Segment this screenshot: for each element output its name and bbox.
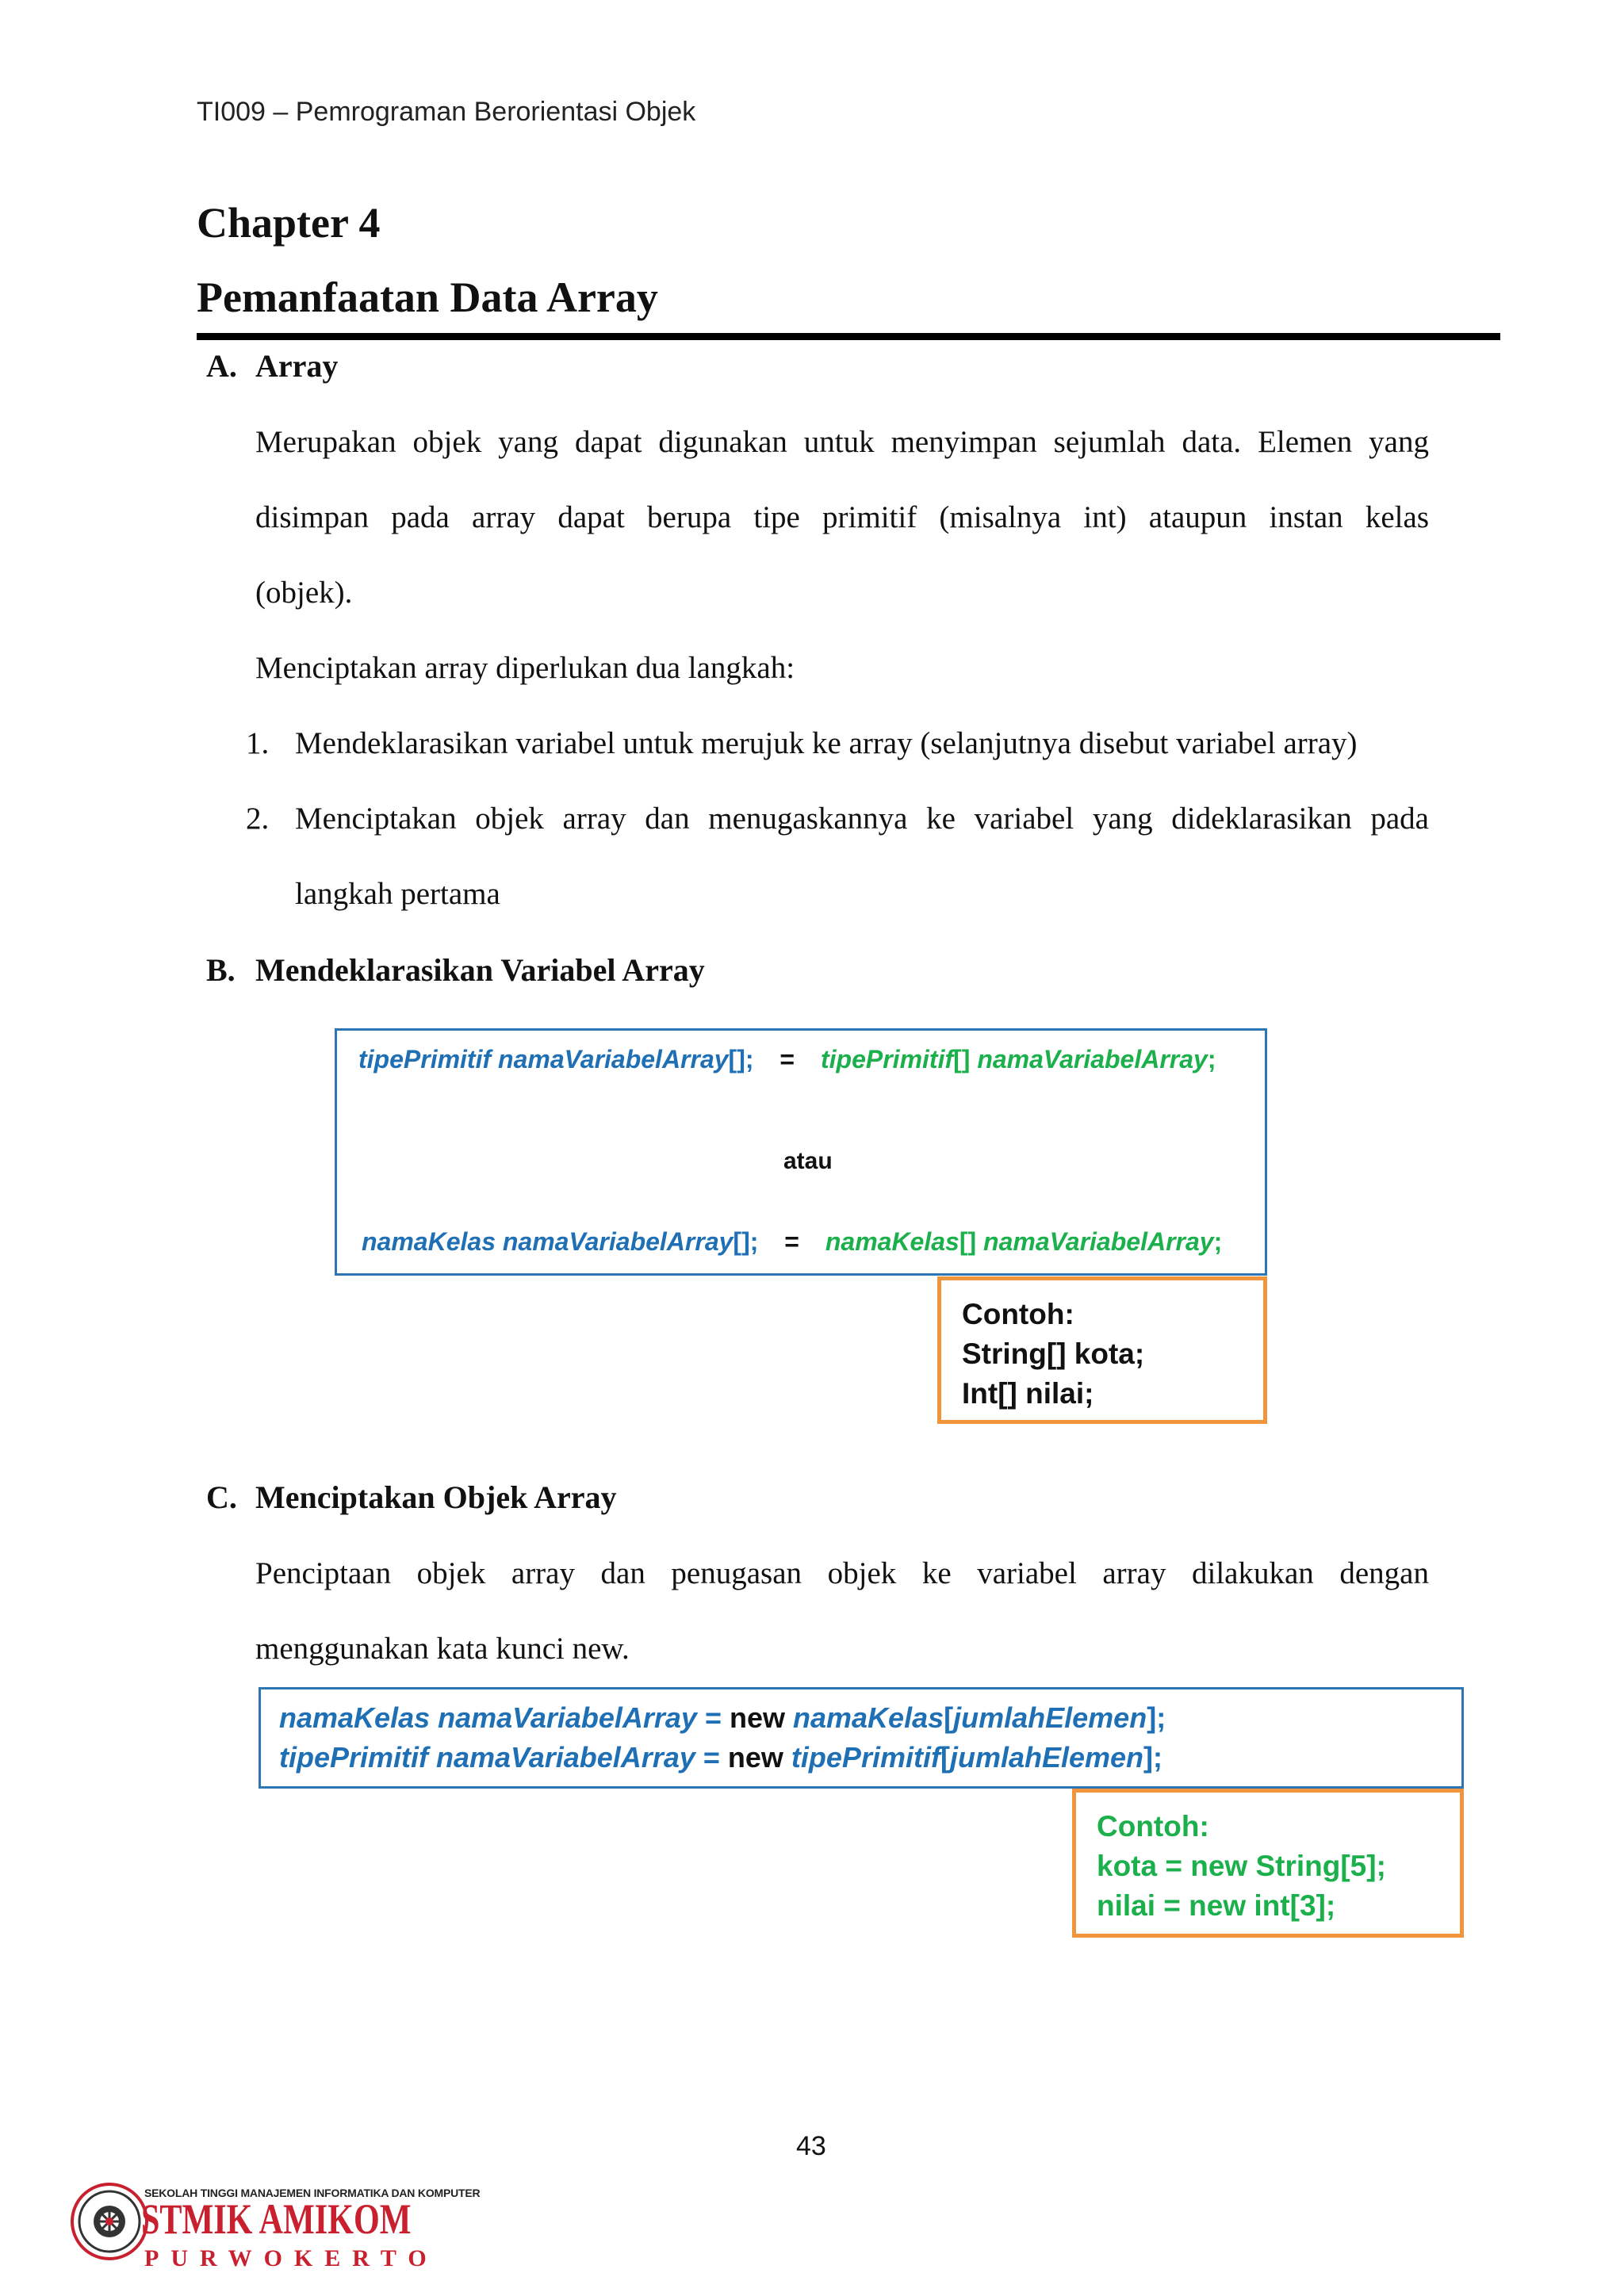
syntax-separator-atau: atau bbox=[783, 1148, 833, 1174]
logo-tagline: SEKOLAH TINGGI MANAJEMEN INFORMATIKA DAN KOMPUTER bbox=[144, 2187, 481, 2199]
section-a-heading bbox=[206, 347, 338, 385]
title-rule bbox=[197, 333, 1500, 340]
stmik-seal-icon bbox=[70, 2182, 149, 2261]
chapter-title: Pemanfaatan Data Array bbox=[197, 274, 658, 321]
syntax-line-new-class: namaKelas namaVariabelArray = new namaKelas[jumlahElemen]; bbox=[279, 1701, 1166, 1734]
example-title: Contoh: bbox=[1097, 1810, 1209, 1843]
syntax-line-new-primitive: tipePrimitif namaVariabelArray = new tipePrimitif[jumlahElemen]; bbox=[279, 1741, 1163, 1774]
chapter-number: Chapter 4 bbox=[197, 199, 381, 247]
section-b-title: Mendeklarasikan Variabel Array bbox=[255, 952, 705, 988]
section-b-label: B. bbox=[206, 952, 236, 988]
page-number: 43 bbox=[796, 2131, 826, 2161]
section-a-p1-line3: (objek). bbox=[255, 576, 353, 610]
example-box-creation bbox=[1072, 1789, 1464, 1938]
list-item-number: 1. bbox=[246, 726, 270, 760]
list-item-continuation bbox=[246, 856, 1429, 932]
section-c-label: C. bbox=[206, 1479, 237, 1515]
example-line: nilai = new int[3]; bbox=[1097, 1889, 1336, 1922]
section-a-label: A. bbox=[206, 348, 237, 384]
section-a-p1-line1: Merupakan objek yang dapat digunakan untuk menyimpan sejumlah data. Elemen yang bbox=[255, 425, 1429, 459]
syntax-line-primitive: tipePrimitif namaVariabelArray[]; = tipePrimitif[] namaVariabelArray; bbox=[358, 1045, 1216, 1073]
logo-city: PURWOKERTO bbox=[144, 2245, 439, 2271]
example-line: String[] kota; bbox=[962, 1337, 1145, 1370]
list-item bbox=[246, 781, 1429, 856]
list-item-number: 2. bbox=[246, 802, 270, 836]
example-line: Int[] nilai; bbox=[962, 1377, 1094, 1410]
running-header: TI009 – Pemrograman Berorientasi Objek bbox=[197, 97, 696, 127]
section-b-heading bbox=[206, 951, 705, 989]
list-item-text: Mendeklarasikan variabel untuk merujuk ke array (selanjutnya disebut variabel array) bbox=[295, 726, 1358, 760]
list-item-text: langkah pertama bbox=[295, 877, 500, 911]
example-title: Contoh: bbox=[962, 1298, 1074, 1330]
section-a-p2: Menciptakan array diperlukan dua langkah: bbox=[255, 651, 795, 685]
section-c-p1-line2: menggunakan kata kunci new. bbox=[255, 1632, 630, 1666]
example-line: kota = new String[5]; bbox=[1097, 1850, 1386, 1882]
section-a-p1-line2: disimpan pada array dapat berupa tipe primitif (misalnya int) ataupun instan kelas bbox=[255, 500, 1429, 534]
list-item-text: Menciptakan objek array dan menugaskannya ke variabel yang dideklarasikan pada bbox=[295, 802, 1429, 836]
syntax-line-class: namaKelas namaVariabelArray[]; = namaKelas[] namaVariabelArray; bbox=[362, 1227, 1223, 1256]
section-c-p1-line1: Penciptaan objek array dan penugasan objek ke variabel array dilakukan dengan bbox=[255, 1556, 1429, 1590]
example-box-declaration bbox=[937, 1276, 1267, 1424]
section-c-title: Menciptakan Objek Array bbox=[255, 1479, 617, 1515]
section-a-title: Array bbox=[255, 348, 339, 384]
list-item bbox=[246, 706, 1429, 781]
section-c-heading bbox=[206, 1479, 617, 1516]
logo-name: STMIK AMIKOM bbox=[141, 2195, 412, 2243]
